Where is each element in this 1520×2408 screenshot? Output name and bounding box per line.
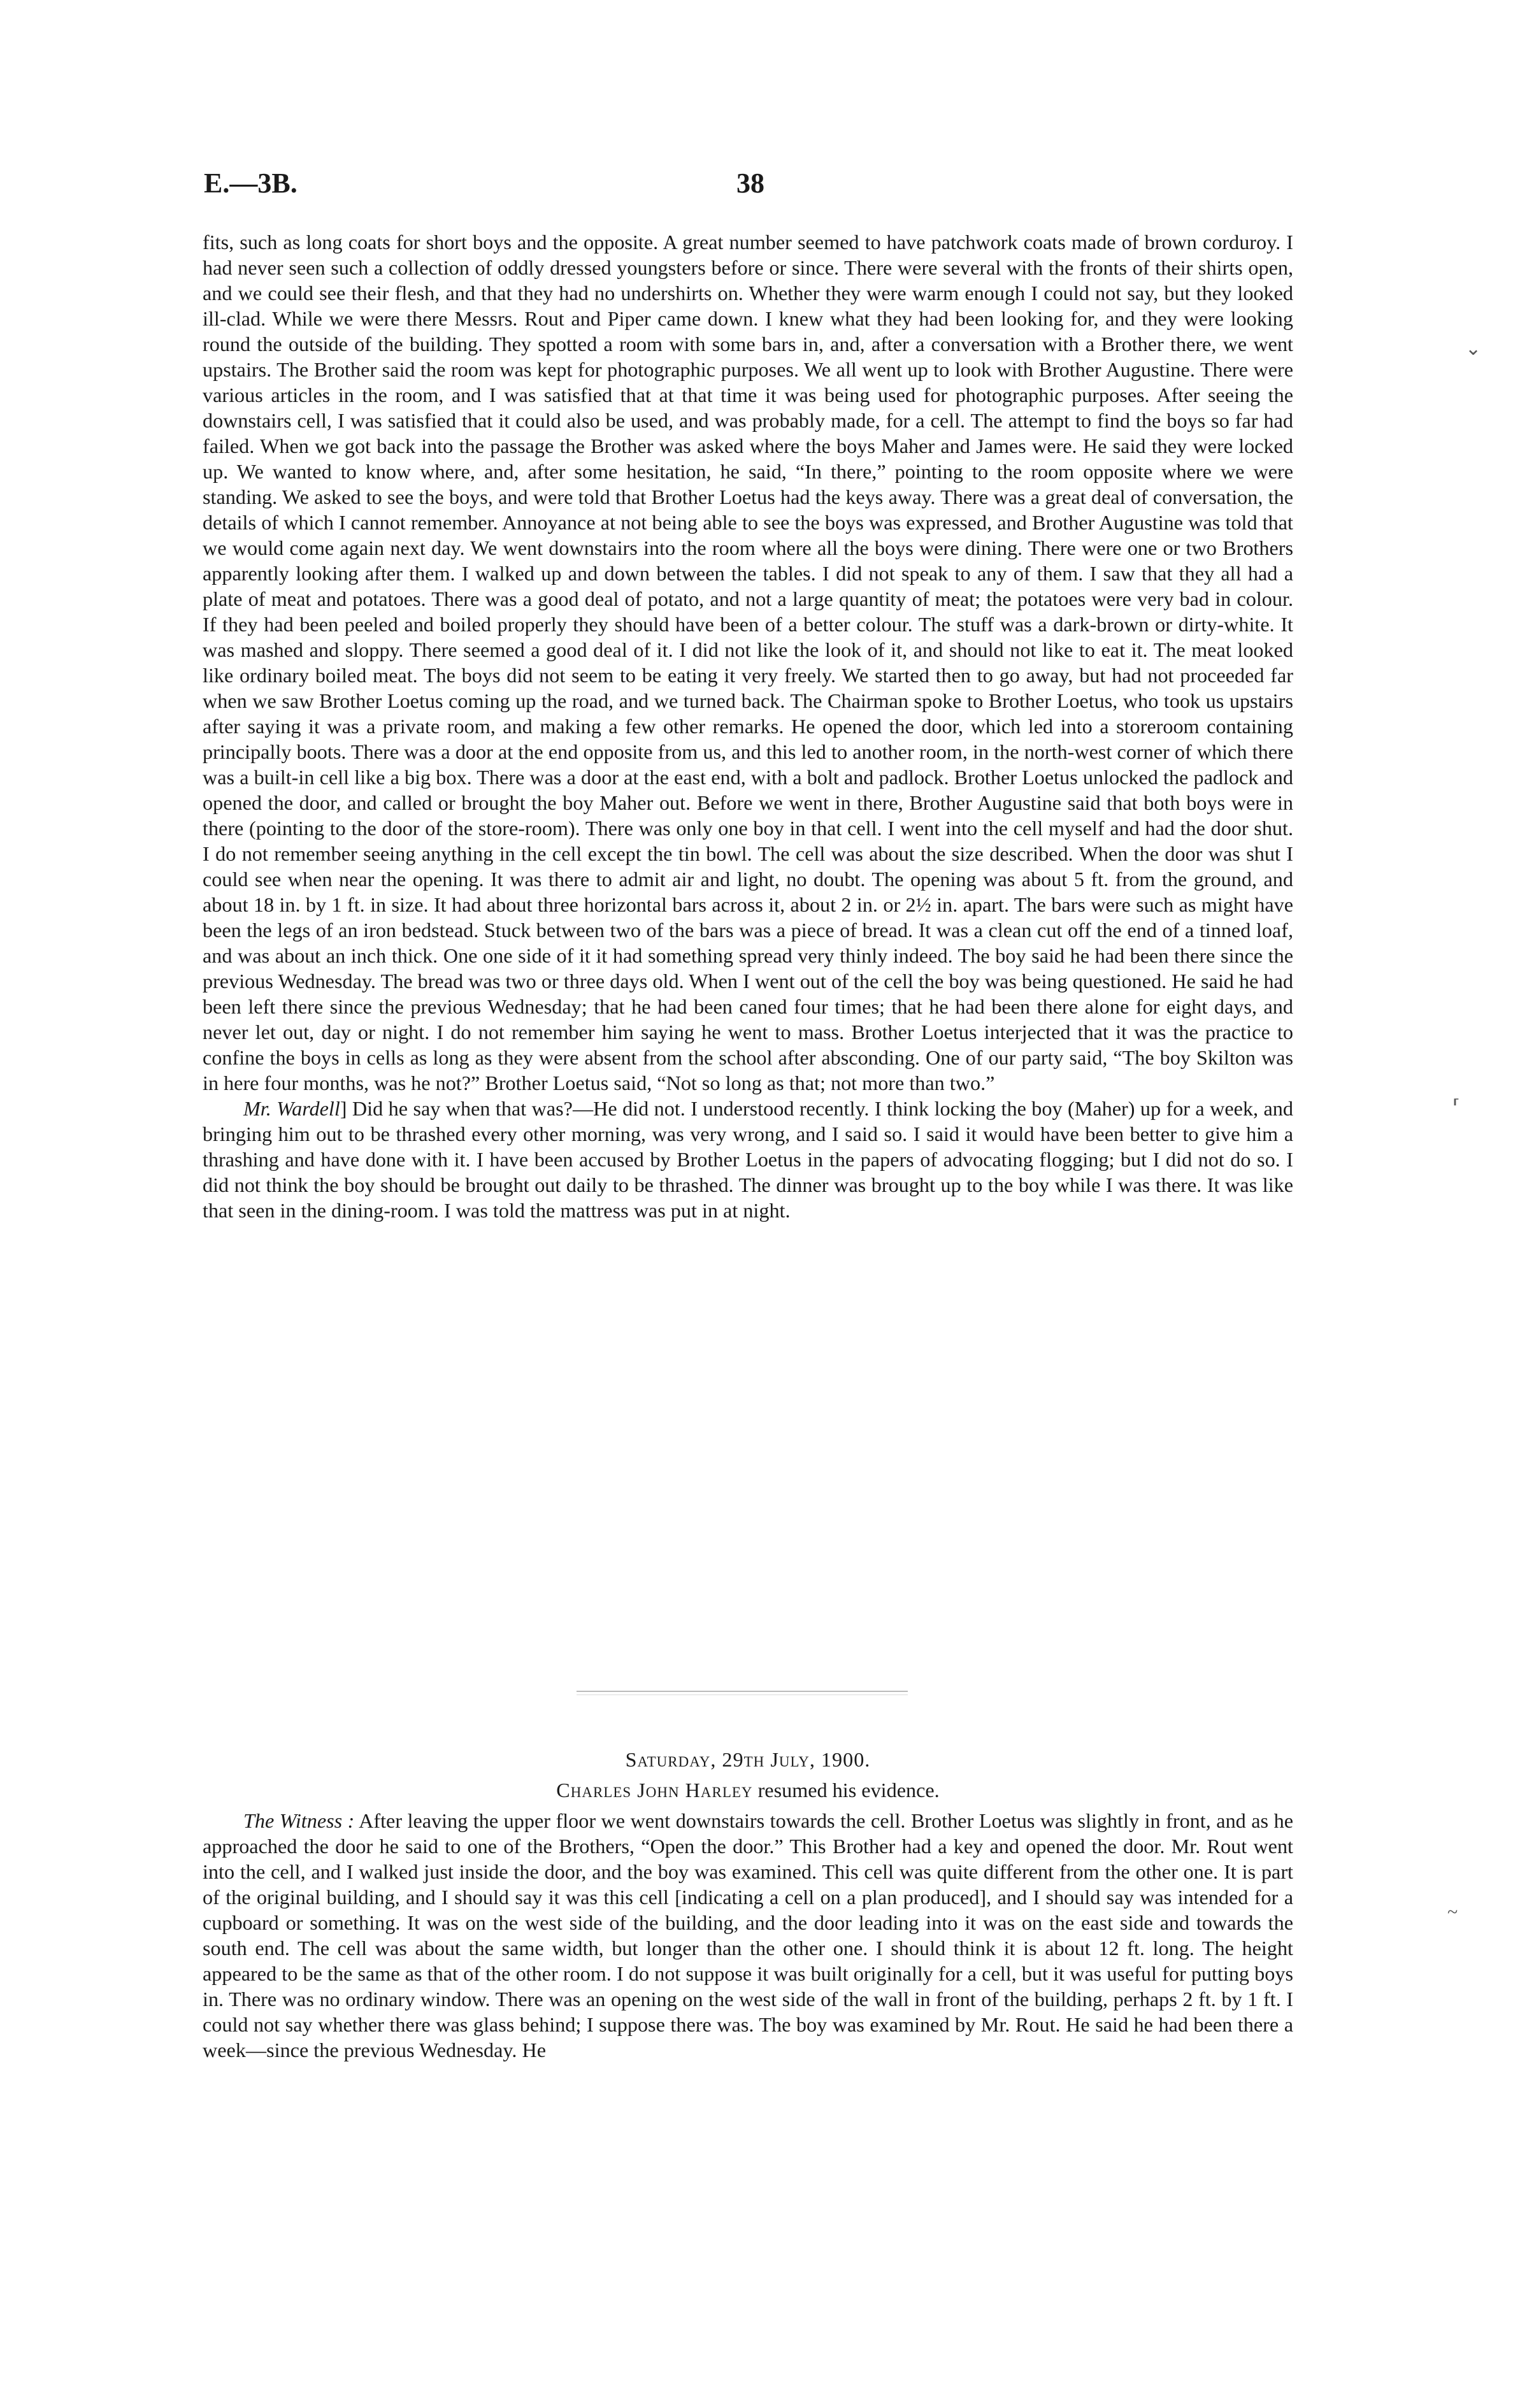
document-reference: E.—3B. <box>204 168 298 199</box>
margin-mark: ⸢ <box>1452 1096 1460 1117</box>
witness-paragraph <box>203 1808 1293 2063</box>
margin-mark: ~ <box>1447 1902 1458 1923</box>
witness-suffix: resumed his evidence. <box>757 1779 940 1802</box>
witness-heading <box>203 1777 1293 1803</box>
wardell-paragraph-text: ] Did he say when that was?—He did not. I understood recently. I think locking the boy (Maher) up for a week, and bringing him out to be thrashed every other morning, was very wrong, and I said so. I said it would have been better to give him a thrashing and have done with it. I have been accused by Brother Loetus in the papers of advocating flogging; but I did not do so. I did not think the boy should be brought out daily to be thrashed. The dinner was brought up to the boy while I was there. It was like that seen in the dining-room. I was told the mattress was put in at night. <box>203 1097 1293 1222</box>
session-date-heading: Saturday, 29th July, 1900. <box>625 1748 871 1771</box>
speaker-name: Mr. Wardell <box>243 1097 340 1120</box>
witness-name: Charles John Harley <box>556 1779 753 1802</box>
margin-mark: ⌄ <box>1465 338 1482 359</box>
witness-paragraph-text: After leaving the upper floor we went downstairs towards the cell. Brother Loetus was slightly in front, and as he approached the door he said to one of the Brothers, “Open the door.” This Brother had a key and opened the door. Mr. Rout went into the cell, and I walked just inside the door, and the boy was examined. This cell was quite different from the other one. It is part of the original building, and I should say it was this cell [indicating a cell on a plan produced], and I should say was intended for a cupboard or something. It was on the west side of the building, and the door leading into it was on the east side and towards the south end. The cell was about the same width, but longer than the other one. I should think it is about 12 ft. long. The height appeared to be the same as that of the other room. I do not suppose it was built originally for a cell, but it was useful for putting boys in. There was no ordinary window. There was an opening on the west side of the wall in front of the building, perhaps 2 ft. by 1 ft. I could not say whether there was glass behind; I suppose there was. The boy was examined by Mr. Rout. He said he had been there a week—since the previous Wednesday. He <box>203 1809 1293 2061</box>
evidence-paragraph-1: fits, such as long coats for short boys and the opposite. A great number seemed to have patchwork coats made of brown corduroy. I had never seen such a collection of oddly dressed youngsters before or since. There were several with the fronts of their shirts open, and we could see their flesh, and that they had no undershirts on. Whether they were warm enough I could not say, but they looked ill-clad. While we were there Messrs. Rout and Piper came down. I knew what they had been looking for, and they were looking round the outside of the building. They spotted a room with some bars in, and, after a conversation with a Brother there, we went upstairs. The Brother said the room was kept for photographic purposes. We all went up to look with Brother Augustine. There were various articles in the room, and I was satisfied that at that time it was being used for photographic purposes. After seeing the downstairs cell, I was satisfied that it could also be used, and was probably made, for a cell. The attempt to find the boys so far had failed. When we got back into the passage the Brother was asked where the boys Maher and James were. He said they were locked up. We wanted to know where, and, after some hesitation, he said, “In there,” pointing to the room opposite where we were standing. We asked to see the boys, and were told that Brother Loetus had the keys away. There was a great deal of conversation, the details of which I cannot remember. Annoyance at not being able to see the boys was expressed, and Brother Augustine was told that we would come again next day. We went downstairs into the room where all the boys were dining. There were one or two Brothers apparently looking after them. I walked up and down between the tables. I did not speak to any of them. I saw that they all had a plate of meat and potatoes. There was a good deal of potato, and not a large quantity of meat; the potatoes were very bad in colour. If they had been peeled and boiled properly they should have been of a better colour. The stuff was a dark-brown or dirty-white. It was mashed and sloppy. There seemed a good deal of it. I did not like the look of it, and should not like to eat it. The meat looked like ordinary boiled meat. The boys did not seem to be eating it very freely. We started then to go away, but had not proceeded far when we saw Brother Loetus coming up the road, and we turned back. The Chairman spoke to Brother Loetus, who took us upstairs after saying it was a private room, and making a few other remarks. He opened the door, which led into a storeroom containing principally boots. There was a door at the end opposite from us, and this led to another room, in the north-west corner of which there was a built-in cell like a big box. There was a door at the east end, with a bolt and padlock. Brother Loetus unlocked the padlock and opened the door, and called or brought the boy Maher out. Before we went in there, Brother Augustine said that both boys were in there (pointing to the door of the store-room). There was only one boy in that cell. I went into the cell myself and had the door shut. I do not remember seeing anything in the cell except the tin bowl. The cell was about the size described. When the door was shut I could see when near the opening. It was there to admit air and light, no doubt. The opening was about 5 ft. from the ground, and about 18 in. by 1 ft. in size. It had about three horizontal bars across it, about 2 in. or 2½ in. apart. The bars were such as might have been the legs of an iron bedstead. Stuck between two of the bars was a piece of bread. It was a clean cut off the end of a tinned loaf, and was about an inch thick. One one side of it it had something spread very thinly indeed. The boy said he had been there since the previous Wednesday. The bread was two or three days old. When I went out of the cell the boy was being questioned. He said he had been left there since the previous Wednesday; that he had been caned four times; that he had been there alone for eight days, and never let out, day or night. I do not remember him saying he went to mass. Brother Loetus interjected that it was the practice to confine the boys in cells as long as they were absent from the school after absconding. One of our party said, “The boy Skilton was in here four months, was he not?” Brother Loetus said, “Not so long as that; not more than two.” <box>203 231 1293 1094</box>
wardell-question-paragraph <box>203 1096 1293 1223</box>
evidence-text-bottom <box>203 1808 1293 2063</box>
speaker-label: The Witness : <box>243 1809 355 1832</box>
page-header <box>204 167 1287 211</box>
section-divider <box>577 1691 908 1692</box>
evidence-text-top <box>203 229 1293 1223</box>
page-number: 38 <box>736 168 764 199</box>
